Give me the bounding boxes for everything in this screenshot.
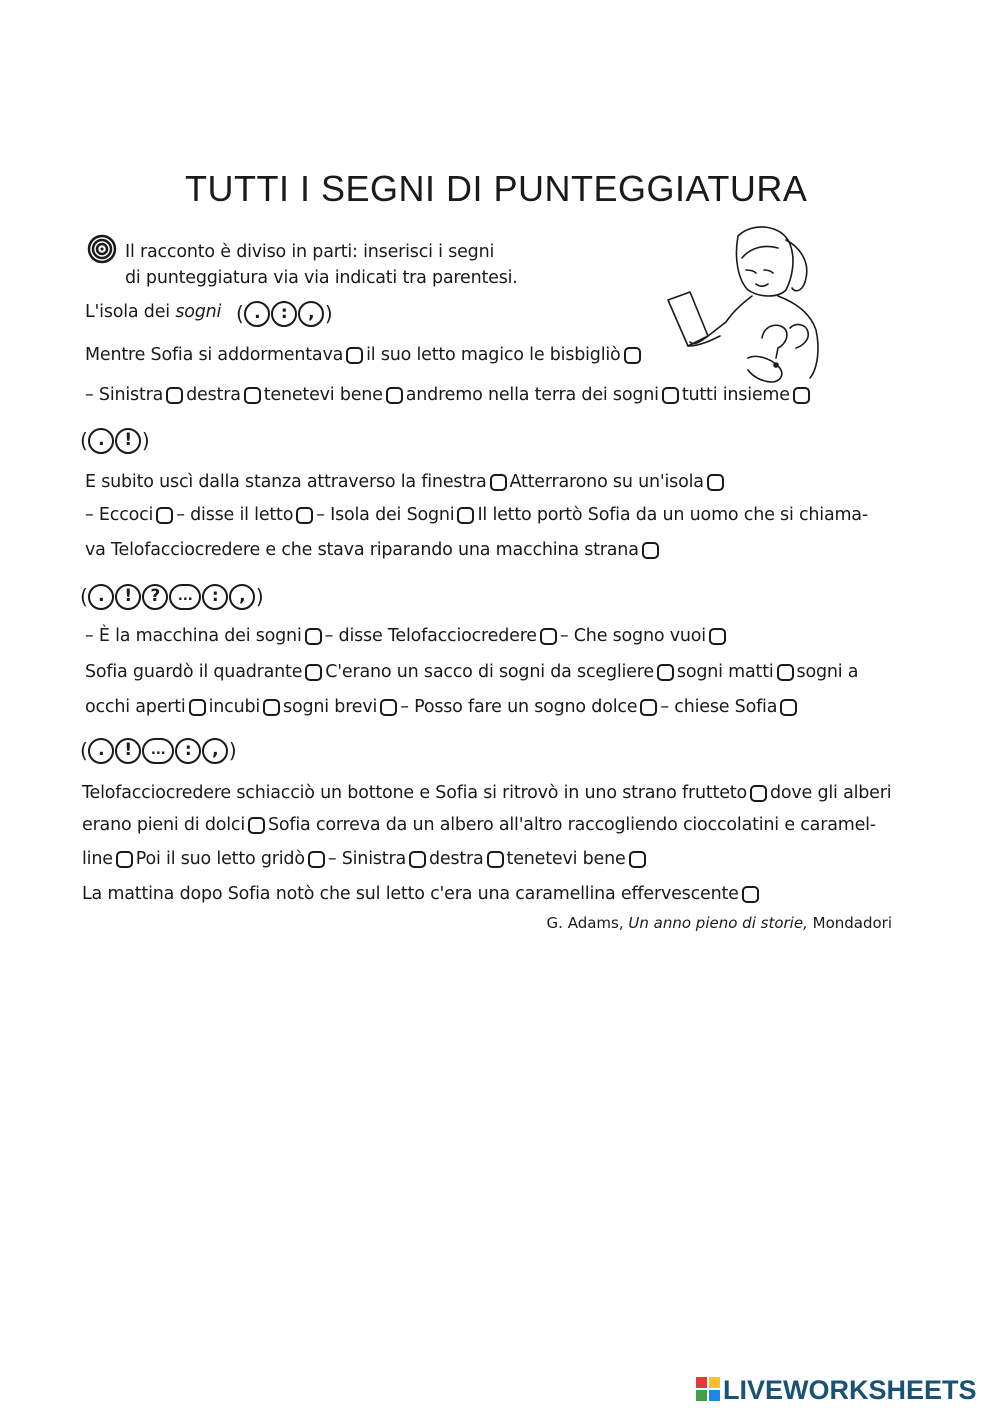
answer-box[interactable] bbox=[308, 851, 325, 868]
answer-box[interactable] bbox=[642, 542, 659, 559]
part2-line-2: – Eccoci – disse il letto – Isola dei Sogni Il letto portò Sofia da un uomo che si chiama- bbox=[85, 505, 868, 525]
part2-line-1: E subito uscì dalla stanza attraverso la finestra Atterrarono su un'isola bbox=[85, 470, 727, 494]
mark-circle: : bbox=[175, 738, 201, 764]
answer-box[interactable] bbox=[657, 664, 674, 681]
answer-box[interactable] bbox=[116, 851, 133, 868]
answer-box[interactable] bbox=[709, 628, 726, 645]
part3-marks: ( . ! ? ... : , ) bbox=[80, 584, 264, 609]
answer-box[interactable] bbox=[640, 699, 657, 716]
part1-line-1: Mentre Sofia si addormentava il suo letto magico le bisbigliò bbox=[85, 343, 644, 367]
source-credit: G. Adams, Un anno pieno di storie, Mondadori bbox=[546, 914, 892, 932]
answer-box[interactable] bbox=[346, 347, 363, 364]
part4-line-4: La mattina dopo Sofia notò che sul letto c'era una caramellina effervescente bbox=[82, 882, 762, 906]
mark-circle: ! bbox=[115, 584, 141, 610]
girl-illustration bbox=[660, 218, 830, 388]
instruction-line-1: Il racconto è diviso in parti: inserisci i segni bbox=[125, 242, 495, 262]
answer-box[interactable] bbox=[662, 387, 679, 404]
mark-circle: : bbox=[271, 301, 297, 327]
mark-circle: ! bbox=[115, 738, 141, 764]
liveworksheets-logo-icon bbox=[695, 1376, 721, 1402]
answer-box[interactable] bbox=[189, 699, 206, 716]
mark-circle: ... bbox=[169, 584, 201, 610]
story-title bbox=[85, 300, 221, 324]
mark-circle: ... bbox=[142, 738, 174, 764]
answer-box[interactable] bbox=[624, 347, 641, 364]
answer-box[interactable] bbox=[305, 628, 322, 645]
mark-circle: . bbox=[88, 738, 114, 764]
part4-line-1: Telofacciocredere schiacciò un bottone e Sofia si ritrovò in uno strano frutteto dove gli alberi bbox=[82, 783, 892, 803]
mark-circle: , bbox=[298, 301, 324, 327]
part4-line-2: erano pieni di dolci Sofia correva da un albero all'altro raccogliendo cioccolatini e caramel- bbox=[82, 815, 876, 835]
answer-box[interactable] bbox=[487, 851, 504, 868]
answer-box[interactable] bbox=[166, 387, 183, 404]
instruction-line-2: di punteggiatura via via indicati tra parentesi. bbox=[125, 268, 518, 288]
mark-circle: . bbox=[244, 301, 270, 327]
answer-box[interactable] bbox=[540, 628, 557, 645]
mark-circle: ! bbox=[115, 428, 141, 454]
part2-marks: ( . ! ) bbox=[80, 428, 150, 453]
mark-circle: : bbox=[202, 584, 228, 610]
answer-box[interactable] bbox=[244, 387, 261, 404]
answer-box[interactable] bbox=[629, 851, 646, 868]
mark-circle: ? bbox=[142, 584, 168, 610]
mark-circle: . bbox=[88, 428, 114, 454]
answer-box[interactable] bbox=[305, 664, 322, 681]
answer-box[interactable] bbox=[707, 474, 724, 491]
part2-line-3: va Telofacciocredere e che stava riparando una macchina strana bbox=[85, 538, 662, 562]
answer-box[interactable] bbox=[296, 507, 313, 524]
part4-line-3: line Poi il suo letto gridò – Sinistra destra tenetevi bene bbox=[82, 847, 649, 871]
liveworksheets-logo bbox=[695, 1375, 977, 1403]
part3-line-2: Sofia guardò il quadrante C'erano un sacco di sogni da scegliere sogni matti sogni a bbox=[85, 662, 859, 682]
story-title-italic: sogni bbox=[175, 302, 222, 322]
answer-box[interactable] bbox=[386, 387, 403, 404]
answer-box[interactable] bbox=[793, 387, 810, 404]
part1-marks: ( . : , ) bbox=[236, 301, 333, 326]
answer-box[interactable] bbox=[263, 699, 280, 716]
answer-box[interactable] bbox=[380, 699, 397, 716]
mark-circle: . bbox=[88, 584, 114, 610]
part4-marks: ( . ! ... : , ) bbox=[80, 738, 237, 763]
answer-box[interactable] bbox=[750, 785, 767, 802]
answer-box[interactable] bbox=[248, 817, 265, 834]
brand-text: LIVEWORKSHEETS bbox=[723, 1375, 977, 1405]
answer-box[interactable] bbox=[457, 507, 474, 524]
answer-box[interactable] bbox=[156, 507, 173, 524]
part3-line-1: – È la macchina dei sogni – disse Telofacciocredere – Che sogno vuoi bbox=[85, 624, 729, 648]
answer-box[interactable] bbox=[409, 851, 426, 868]
story-title-text: L'isola dei bbox=[85, 302, 170, 322]
mark-circle: , bbox=[202, 738, 228, 764]
page-title: TUTTI I SEGNI DI PUNTEGGIATURA bbox=[185, 168, 808, 209]
answer-box[interactable] bbox=[780, 699, 797, 716]
mark-circle: , bbox=[229, 584, 255, 610]
spiral-icon bbox=[87, 234, 117, 264]
answer-box[interactable] bbox=[490, 474, 507, 491]
part1-line-2: – Sinistra destra tenetevi bene andremo nella terra dei sogni tutti insieme bbox=[85, 383, 813, 407]
answer-box[interactable] bbox=[777, 664, 794, 681]
answer-box[interactable] bbox=[742, 886, 759, 903]
part3-line-3: occhi aperti incubi sogni brevi – Posso fare un sogno dolce – chiese Sofia bbox=[85, 695, 800, 719]
